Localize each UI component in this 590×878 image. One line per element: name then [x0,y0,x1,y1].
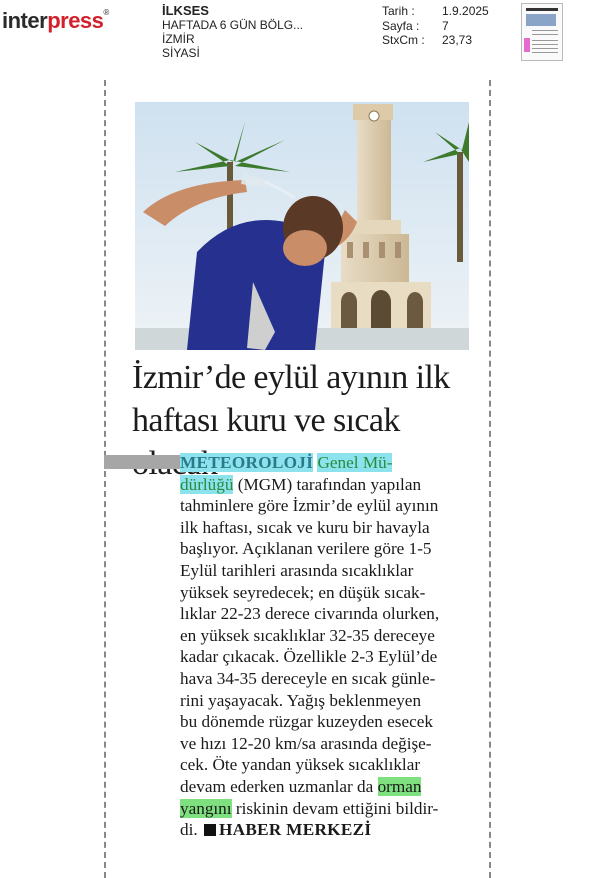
thumbnail-photo [526,14,556,26]
meta-label: StxCm : [382,33,425,47]
highlighted-term: dürlüğü [180,474,234,494]
body-line: kadar çıkacak. Özellikle 2-3 Eylül’de [180,647,438,667]
article-photo [135,102,469,350]
meta-label: Tarih : [382,4,415,18]
meta-row-stxcm [382,33,489,48]
highlighted-term: Genel Mü- [317,453,393,472]
meta-row-date [382,4,489,19]
body-text: devam ederken uzmanlar da [180,776,374,796]
column-guide-left [104,80,106,878]
clipping-headline-short: HAFTADA 6 GÜN BÖLG... [162,18,304,32]
thumbnail-masthead [526,8,558,11]
thumbnail-text-line [532,34,558,35]
publication-name: İLKSES [162,3,209,18]
meta-row-page [382,19,489,34]
clipping-category: SİYASİ [162,46,200,60]
meta-label: Sayfa : [382,18,420,33]
signature-square-icon [204,824,216,836]
thumbnail-text-line [532,44,558,45]
column-guide-right [489,80,491,878]
body-line [180,776,470,798]
body-line: ve hızı 12-20 km/sa arasında değişe- [180,733,432,753]
body-line: Eylül tarihleri arasında sıcaklıklar [180,560,414,580]
clipping-city: İZMİR [162,32,195,46]
body-line [180,819,470,841]
highlighted-term: yangını [180,798,232,818]
meta-value: 7 [442,18,449,33]
highlighted-term: orman [377,776,422,796]
article-body [180,452,470,841]
body-text: (MGM) tarafından yapılan [237,474,422,494]
page-thumbnail[interactable] [521,3,563,61]
headline-line: haftası kuru ve sıcak [132,402,400,439]
body-line: rini yaşayacak. Yağış beklenmeyen [180,690,422,710]
body-line: tahminlere göre İzmir’de eylül ayının [180,496,439,516]
logo-text-b: press [47,8,104,33]
body-line: başlıyor. Açıklanan verilere göre 1-5 [180,539,432,559]
meta-value: 23,73 [442,33,473,47]
meta-value: 1.9.2025 [442,4,489,18]
body-line: cek. Öte yandan yüksek sıcaklıklar [180,755,421,775]
kicker: METEOROLOJİ [180,453,314,472]
headline-line: İzmir’de eylül ayının ilk [132,359,450,396]
thumbnail-text-line [532,30,558,31]
body-line [180,798,470,820]
clipping-meta-right [382,4,489,48]
interpress-logo [2,8,109,34]
thumbnail-text-line [532,40,558,41]
thumbnail-text-line [532,48,558,49]
clipping-meta-left [162,4,303,60]
thumbnail-clip-marker [524,38,530,52]
logo-text-a: inter [2,8,48,33]
body-line: hava 34-35 dereceyle en sıcak günle- [180,668,436,688]
photo-illustration [135,102,469,350]
body-line: ilk haftası, sıcak ve kuru bir havayla [180,517,430,537]
byline: HABER MERKEZİ [218,820,372,840]
logo-registered-mark: ® [103,8,109,17]
body-line: yüksek seyredecek; en düşük sıcak- [180,582,426,602]
body-line: bu dönemde rüzgar kuzeyden esecek [180,712,433,732]
body-line: en yüksek sıcaklıklar 32-35 dereceye [180,625,435,645]
body-line [180,474,470,496]
body-text: di. [180,820,198,840]
body-line [180,452,470,474]
thumbnail-text-line [532,52,558,53]
body-line: lıklar 22-23 derece civarında olurken, [180,604,440,624]
body-text: riskinin devam ettiğini bildir- [235,798,439,818]
